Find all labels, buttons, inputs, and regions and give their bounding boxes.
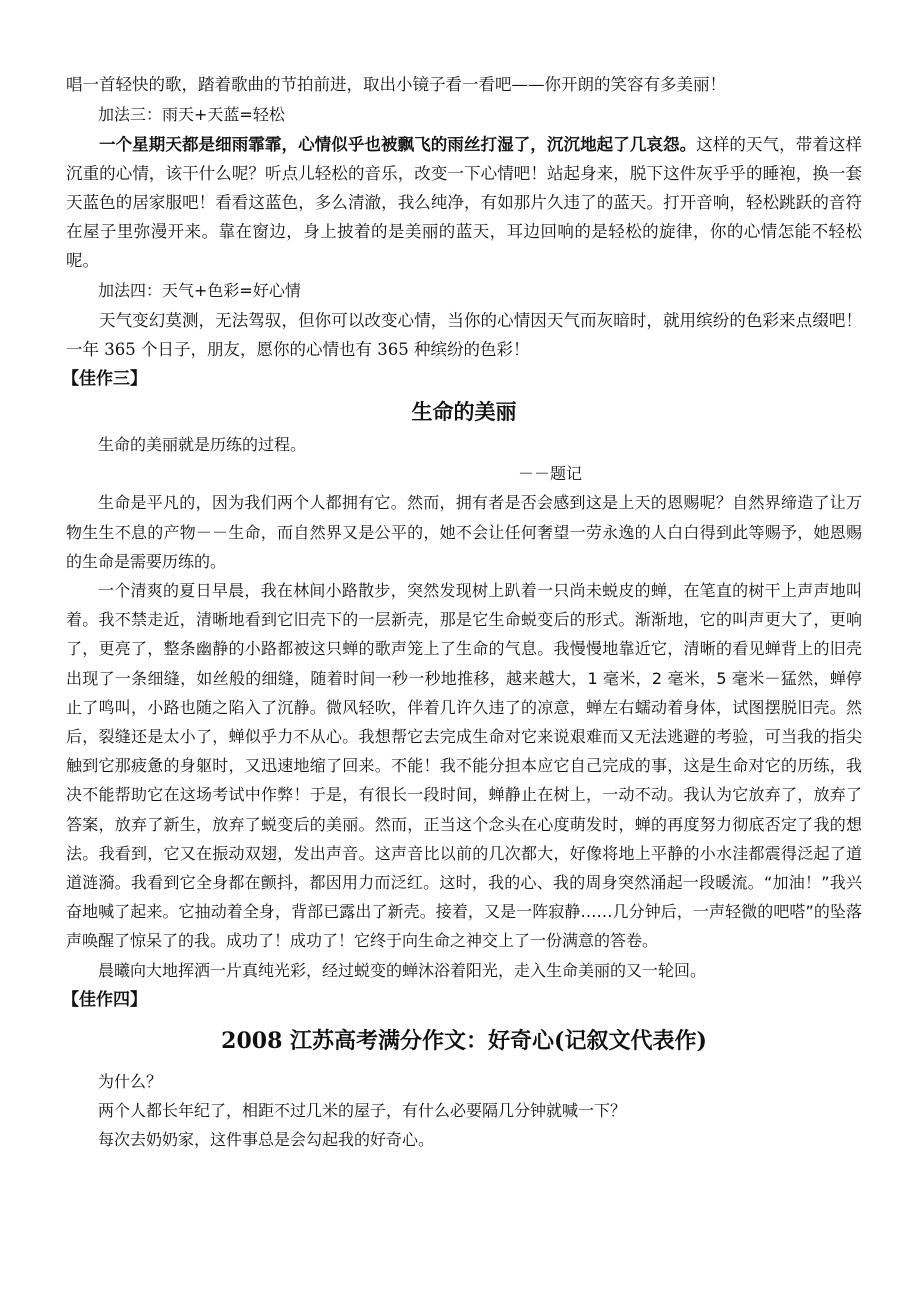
essay4-line-1: 为什么？ bbox=[98, 1071, 163, 1091]
essay3-paragraph-2: 一个清爽的夏日早晨，我在林间小路散步，突然发现树上趴着一只尚未蜕皮的蝉，在笔直的树干上声声地叫着。我不禁走近，清晰地看到它旧壳下的一层新壳，那是它生命蜕变后的形式。渐渐地，它的叫声更大了，更响了，更亮了，整条幽静的小路都被这只蝉的歌声笼上了生命的气息。我慢慢地靠近它，清晰的看见蝉背上的旧壳出现了一条细缝，如丝般的细缝，随着时间一秒一秒地推移，越来越大，1 毫米，2 毫米，5 毫米－猛然，蝉停止了鸣叫，小路也随之陷入了沉静。微风轻吹，伴着几许久违了的凉意，蝉左右蠕动着身体，试图摆脱旧壳。然后，裂缝还是太小了，蝉似乎力不从心。我想帮它去完成生命对它来说艰难而又无法逃避的考验，可当我的指尖触到它那疲惫的身躯时，又迅速地缩了回来。不能！我不能分担本应它自己完成的事，这是生命对它的历练，我决不能帮助它在这场考试中作弊！于是，有很长一段时间，蝉静止在树上，一动不动。我认为它放弃了，放弃了答案，放弃了新生，放弃了蜕变后的美丽。然而，正当这个念头在心度萌发时，蝉的再度努力彻底否定了我的想法。我看到，它又在振动双翅，发出声音。这声音比以前的几次都大，好像将地上平静的小水洼都震得泛起了道道涟漪。我看到它全身都在颤抖，都因用力而泛红。这时，我的心、我的周身突然涌起一段暖流。“加油！”我兴奋地喊了起来。它抽动着全身，背部已露出了新壳。接着，又是一阵寂静……几分钟后，一声轻微的吧嗒”的坠落声唤醒了惊呆了的我。成功了！成功了！它终于向生命之神交上了一份满意的答卷。 bbox=[66, 581, 862, 951]
addition4-title: 加法四：天气+色彩=好心情 bbox=[98, 281, 301, 300]
essay4-line-2: 两个人都长年纪了，相距不过几米的屋子，有什么必要隔几分钟就喊一下？ bbox=[98, 1101, 627, 1121]
essay3-title: 生命的美丽 bbox=[411, 400, 517, 424]
addition4-body: 天气变幻莫测，无法驾驭，但你可以改变心情，当你的心情因天气而灰暗时，就用缤纷的色彩来点缀吧！一年 365 个日子，朋友，愿你的心情也有 365 种缤纷的色彩！ bbox=[66, 311, 862, 359]
essay3-epigraph: 生命的美丽就是历练的过程。 bbox=[98, 435, 307, 454]
essay4-title: 2008 江苏高考满分作文：好奇心(记叙文代表作) bbox=[221, 1027, 707, 1054]
addition3-rest: 这样的天气，带着这样沉重的心情，该干什么呢？听点儿轻松的音乐，改变一下心情吧！站起身来，脱下这件灰乎乎的睡袍，换一套天蓝色的居家服吧！看看这蓝色，多么清澈，我么纯净，有如那片久违了的蓝天。打开音响，轻松跳跃的音符在屋子里弥漫开来。靠在窗边，身上披着的是美丽的蓝天，耳边回响的是轻松的旋律，你的心情怎能不轻松呢。 bbox=[66, 135, 863, 270]
addition3-paragraph bbox=[66, 130, 862, 275]
document-body bbox=[62, 70, 863, 1154]
intro-line: 唱一首轻快的歌，踏着歌曲的节拍前进，取出小镜子看一看吧——你开朗的笑容有多美丽！ bbox=[66, 75, 726, 94]
addition3-title: 加法三：雨天+天蓝=轻松 bbox=[98, 105, 285, 124]
essay4-line-3: 每次去奶奶家，这件事总是会勾起我的好奇心。 bbox=[98, 1130, 435, 1150]
essay3-epigraph-attribution: －－题记 bbox=[517, 464, 582, 484]
addition3-lead-bold: 一个星期天都是细雨霏霏，心情似乎也被飘飞的雨丝打湿了，沉沉地起了几哀怨。 bbox=[99, 135, 697, 154]
essay3-paragraph-1: 生命是平凡的，因为我们两个人都拥有它。然而，拥有者是否会感到这是上天的恩赐呢？自然界缔造了让万物生生不息的产物－－生命，而自然界又是公平的，她不会让任何奢望一劳永逸的人白白得到此等赐予，她恩赐的生命是需要历练的。 bbox=[66, 493, 862, 571]
essay4-label: 【佳作四】 bbox=[62, 989, 147, 1010]
essay3-paragraph-3: 晨曦向大地挥洒一片真纯光彩，经过蜕变的蝉沐浴着阳光，走入生命美丽的又一轮回。 bbox=[98, 960, 707, 980]
essay3-label: 【佳作三】 bbox=[62, 369, 147, 389]
